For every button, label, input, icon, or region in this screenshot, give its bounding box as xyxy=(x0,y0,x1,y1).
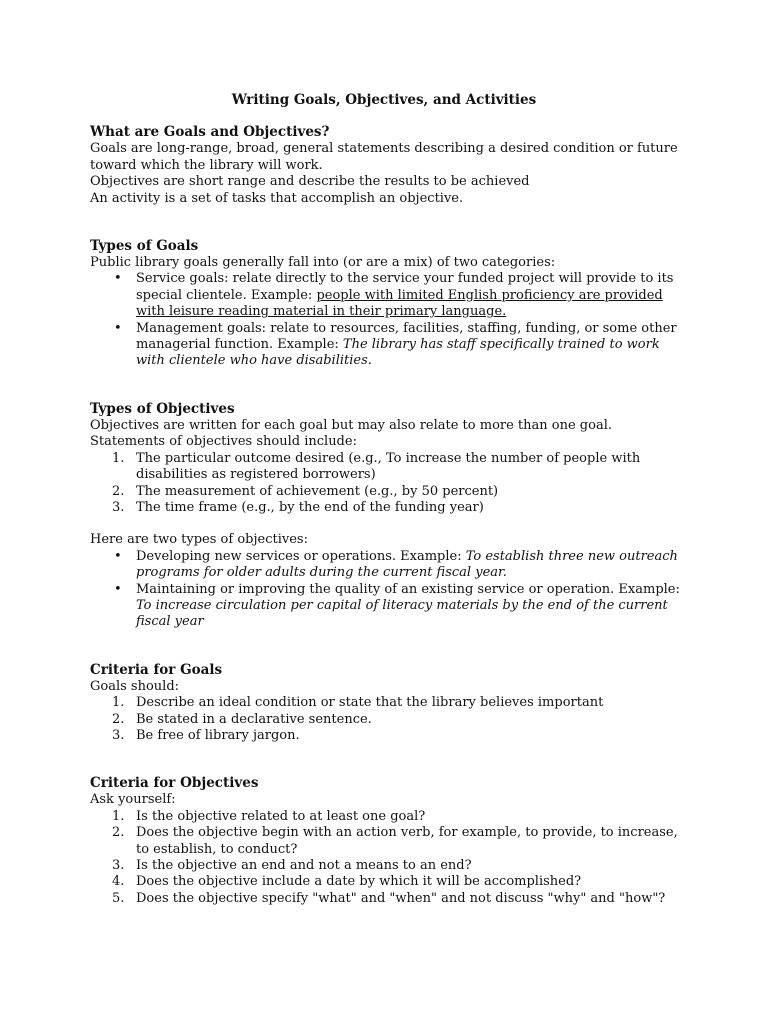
list-item: 1. Describe an ideal condition or state that the library believes important xyxy=(112,695,604,711)
list-item: 3. Be free of library jargon. xyxy=(112,727,300,743)
section-types-of-goals xyxy=(90,238,690,370)
list-item: 2. Be stated in a declarative sentence. xyxy=(112,711,372,727)
paragraph: Goals are long-range, broad, general statements describing a desired condition or future toward which the library will work. xyxy=(90,141,678,173)
paragraph: Statements of objectives should include: xyxy=(90,434,357,450)
list-item: • Service goals: relate directly to the service your funded project will provide to its special clientele. Example: people with limited English proficiency are provided with leisure reading material in their primary language. xyxy=(90,271,690,320)
paragraph: Objectives are short range and describe the results to be achieved xyxy=(90,174,530,190)
section-heading: Types of Objectives xyxy=(90,400,235,417)
paragraph: Goals should: xyxy=(90,678,180,694)
section-criteria-objectives xyxy=(90,775,690,907)
paragraph: Objectives are written for each goal but may also relate to more than one goal. xyxy=(90,417,612,433)
list-item: • Developing new services or operations. Example: To establish three new outreach programs for older adults during the current fiscal year. xyxy=(90,549,690,582)
list-item: 2. Does the objective begin with an action verb, for example, to provide, to increase, to establish, to conduct? xyxy=(112,825,678,857)
list-item: 3. The time frame (e.g., by the end of the funding year) xyxy=(112,499,484,515)
paragraph: Here are two types of objectives: xyxy=(90,532,308,548)
bullet-list xyxy=(90,549,690,631)
list-item: 4. Does the objective include a date by which it will be accomplished? xyxy=(112,874,582,890)
paragraph: Ask yourself: xyxy=(90,792,176,808)
section-goals-objectives xyxy=(90,124,690,207)
list-item: • Management goals: relate to resources, facilities, staffing, funding, or some other managerial function. Example: The library has staff specifically trained to work with clientele who have disabilities. xyxy=(90,321,690,370)
list-item: • Maintaining or improving the quality of an existing service or operation. Example: To increase circulation per capital of literacy materials by the end of the current fiscal year xyxy=(90,582,690,631)
section-types-of-objectives xyxy=(90,401,690,631)
example-text: people with limited English proficiency are provided with leisure reading material in their primary language. xyxy=(136,287,663,320)
numbered-list xyxy=(90,809,690,907)
list-item: 1. The particular outcome desired (e.g., To increase the number of people with disabilities as registered borrowers) xyxy=(112,450,641,483)
numbered-list xyxy=(90,695,690,744)
section-heading: Types of Goals xyxy=(90,238,199,255)
list-item: 1. Is the objective related to at least one goal? xyxy=(112,808,426,824)
list-item: 5. Does the objective specify "what" and "when" and not discuss "why" and "how"? xyxy=(112,890,666,906)
example-text: To increase circulation per capital of literacy materials by the end of the current fiscal year xyxy=(136,597,668,630)
example-text: To establish three new outreach programs for older adults during the current fiscal year. xyxy=(136,548,678,581)
list-item: 3. Is the objective an end and not a means to an end? xyxy=(112,858,472,873)
paragraph: An activity is a set of tasks that accomplish an objective. xyxy=(90,190,464,206)
section-heading: What are Goals and Objectives? xyxy=(90,124,330,141)
section-criteria-goals xyxy=(90,662,690,745)
example-text: The library has staff specifically trained to work with clientele who have disabilities. xyxy=(136,337,660,369)
bullet-list xyxy=(90,271,690,369)
list-item: 2. The measurement of achievement (e.g., by 50 percent) xyxy=(112,483,499,499)
paragraph: Public library goals generally fall into (or are a mix) of two categories: xyxy=(90,255,556,271)
numbered-list xyxy=(90,451,690,517)
document-body xyxy=(90,92,690,938)
document-title: Writing Goals, Objectives, and Activities xyxy=(231,92,537,108)
section-heading: Criteria for Objectives xyxy=(90,775,259,792)
section-heading: Criteria for Goals xyxy=(90,661,223,678)
